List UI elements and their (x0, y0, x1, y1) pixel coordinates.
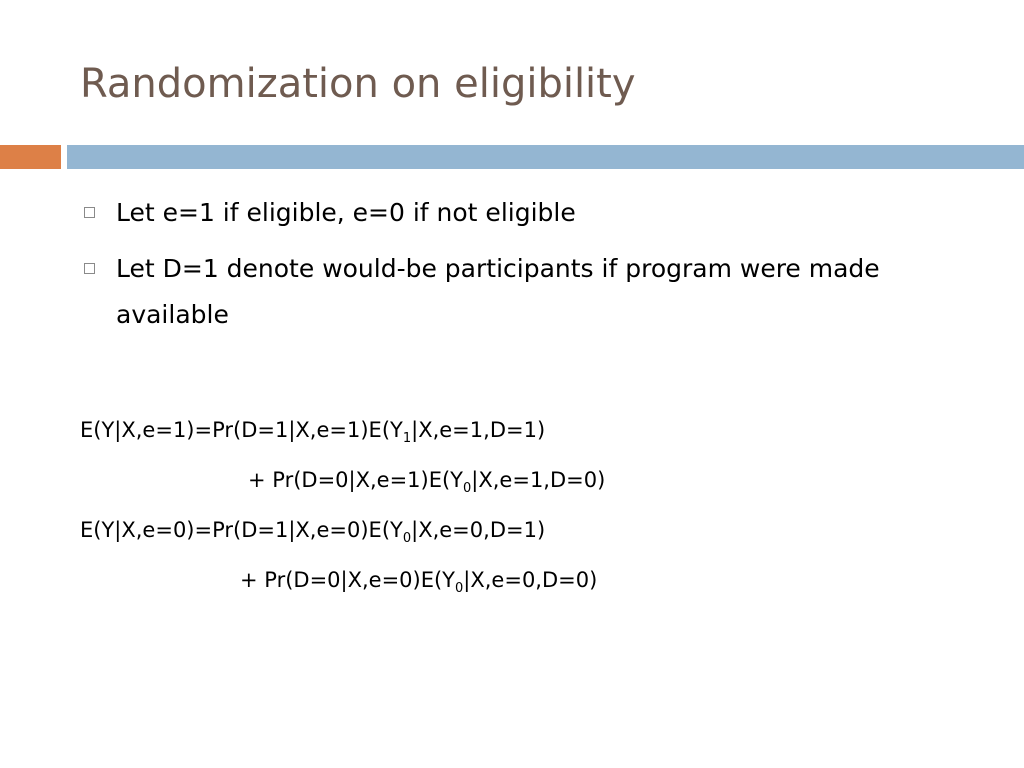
equation-text: |X,e=1,D=0) (471, 468, 606, 492)
bullet-list (80, 190, 960, 348)
equation-text: + Pr(D=0|X,e=1)E(Y (248, 468, 464, 492)
bullet-text: Let e=1 if eligible, e=0 if not eligible (116, 198, 576, 227)
equation-line (80, 516, 545, 544)
equation-text: + Pr(D=0|X,e=0)E(Y (240, 568, 456, 592)
equation-text: E(Y|X,e=0)=Pr(D=1|X,e=0)E(Y (80, 518, 403, 542)
accent-bar-orange (0, 145, 61, 169)
bullet-item (80, 190, 960, 236)
bullet-text: Let D=1 denote would-be participants if program were made available (116, 254, 880, 329)
equation-text: |X,e=0,D=1) (411, 518, 546, 542)
equation-subscript: 0 (463, 481, 472, 496)
equation-text: |X,e=1,D=1) (411, 418, 546, 442)
equation-text: E(Y|X,e=1)=Pr(D=1|X,e=1)E(Y (80, 418, 403, 442)
accent-bar-blue (67, 145, 1024, 169)
equation-subscript: 0 (455, 581, 464, 596)
equation-subscript: 1 (402, 431, 412, 446)
equation-text: |X,e=0,D=0) (463, 568, 598, 592)
equation-subscript: 0 (402, 531, 412, 546)
bullet-item (80, 246, 960, 338)
hollow-square-icon (84, 207, 95, 218)
hollow-square-icon (84, 263, 95, 274)
equation-line (240, 566, 597, 594)
slide-title: Randomization on eligibility (80, 61, 636, 107)
equation-line (80, 416, 545, 444)
equation-line (248, 466, 605, 494)
